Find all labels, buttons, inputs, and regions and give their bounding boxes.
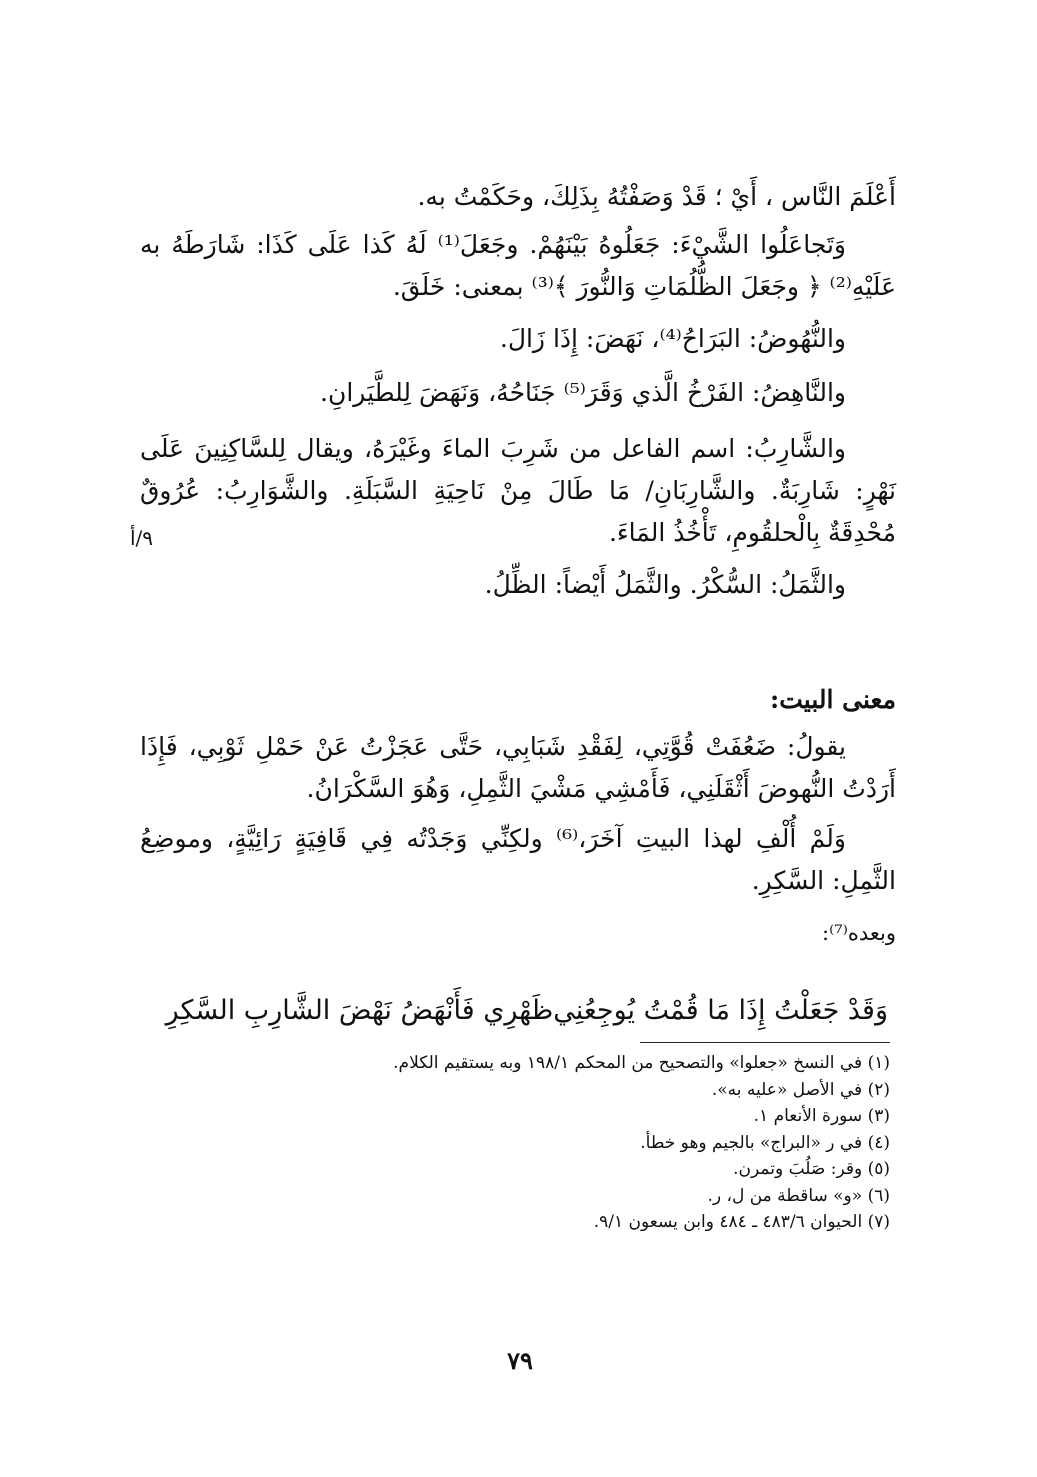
page-number: ٧٩ xyxy=(507,1346,533,1375)
paragraph-3: والنُّهُوضُ: البَرَاحُ⁽⁴⁾، نَهَضَ: إِذَا زَالَ. xyxy=(499,324,846,353)
footnote-divider xyxy=(640,1042,890,1043)
paragraph-8: وَلَمْ أُلْفِ لهذا البيتِ آخَرَ،⁽⁶⁾ ولكِنِّي وَجَدْتُه فِي قَافِيَةٍ رَائِيَّةٍ، وموضِعُ الثَّمِلِ: السَّكِرِ. xyxy=(140,824,896,895)
verse-second-hemistich: ظَهْرِي فَأَنْهَضُ نَهْضَ الشَّارِبِ السَّكِرِ xyxy=(165,995,554,1026)
paragraph-7: يقولُ: ضَعُفَتْ قُوَّتِي، لِفَقْدِ شَبَابِي، حَتَّى عَجَزْتُ عَنْ حَمْلِ ثَوْبِي، فَإِذَا أَرَدْتُ النُّهوضَ أَثْقَلَنِي، فَأَمْشِي مَشْيَ الثَّمِلِ، وَهُوَ السَّكْرَانُ. xyxy=(140,732,896,803)
paragraph-9: وبعده⁽⁷⁾: xyxy=(822,921,896,945)
footnote-item: (١) في النسخ «جعلوا» والتصحيح من المحكم ١٩٨/١ وبه يستقيم الكلام. xyxy=(393,1053,890,1073)
paragraph-2: وَتَجاعَلُوا الشَّيْءَ: جَعَلُوهُ بَيْنَهُمْ. وجَعَلَ⁽¹⁾ لَهُ كَذا عَلَى كَذَا: شَارَطَهُ به عَلَيْهِ⁽²⁾ ﴿ وجَعَلَ الظُّلُمَاتِ وَالنُّورَ ﴾⁽³⁾ بمعنى: خَلَقَ. xyxy=(140,230,896,301)
footnote-item: (٢) في الأصل «عليه به». xyxy=(711,1079,890,1100)
body-text-top xyxy=(140,176,896,606)
footnote-item: (٦) «و» ساقطة من ل، ر. xyxy=(707,1185,890,1206)
paragraph-4: والنَّاهِضُ: الفَرْخُ الَّذي وَقَرَ⁽⁵⁾ جَنَاحُهُ، وَنَهَضَ لِلطَّيَرانِ. xyxy=(320,378,846,407)
footnote-item: (٥) وقر: صَلُبَ وتمرن. xyxy=(733,1159,890,1179)
paragraph-1: أَعْلَمَ النَّاس ، أَيْ ؛ قَدْ وَصَفْتُهُ بِذَلِكَ، وحَكَمْتُ به. xyxy=(417,182,896,211)
footnotes xyxy=(300,1050,890,1236)
paragraph-6: والثَّمَلُ: السُّكْرُ. والثَّمَلُ أَيْضاً: الظِّلُ. xyxy=(484,570,846,599)
footnote-item: (٧) الحيوان ٤٨٣/٦ ـ ٤٨٤ وابن يسعون ٩/١. xyxy=(593,1212,890,1232)
footnote-item: (٤) في ر «البراج» بالجيم وهو خطأ. xyxy=(640,1132,890,1153)
paragraph-5: والشَّارِبُ: اسم الفاعل من شَرِبَ الماءَ وغَيْرَهُ، ويقال لِلسَّاكِنِينَ عَلَى نَهْرٍ: شَارِبَةٌ. والشَّارِبَانِ/ مَا طَالَ مِنْ نَاحِيَةِ السَّبَلَةِ. والشَّوَارِبُ: عُرُوقٌ مُحْدِقَةٌ بِالْحلقُومِ، تَأْخُذُ المَاءَ. xyxy=(140,434,896,547)
body-text-bottom xyxy=(140,726,896,954)
footnote-item: (٣) سورة الأنعام ١. xyxy=(753,1106,890,1126)
section-heading: معنى البيت: xyxy=(770,685,896,714)
verse-first-hemistich: وَقَدْ جَعَلْتُ إِذَا مَا قُمْتُ يُوجِعُنِي xyxy=(553,995,888,1026)
poetry-verse xyxy=(165,988,888,1034)
folio-margin-note: ٩/أ xyxy=(130,526,154,550)
